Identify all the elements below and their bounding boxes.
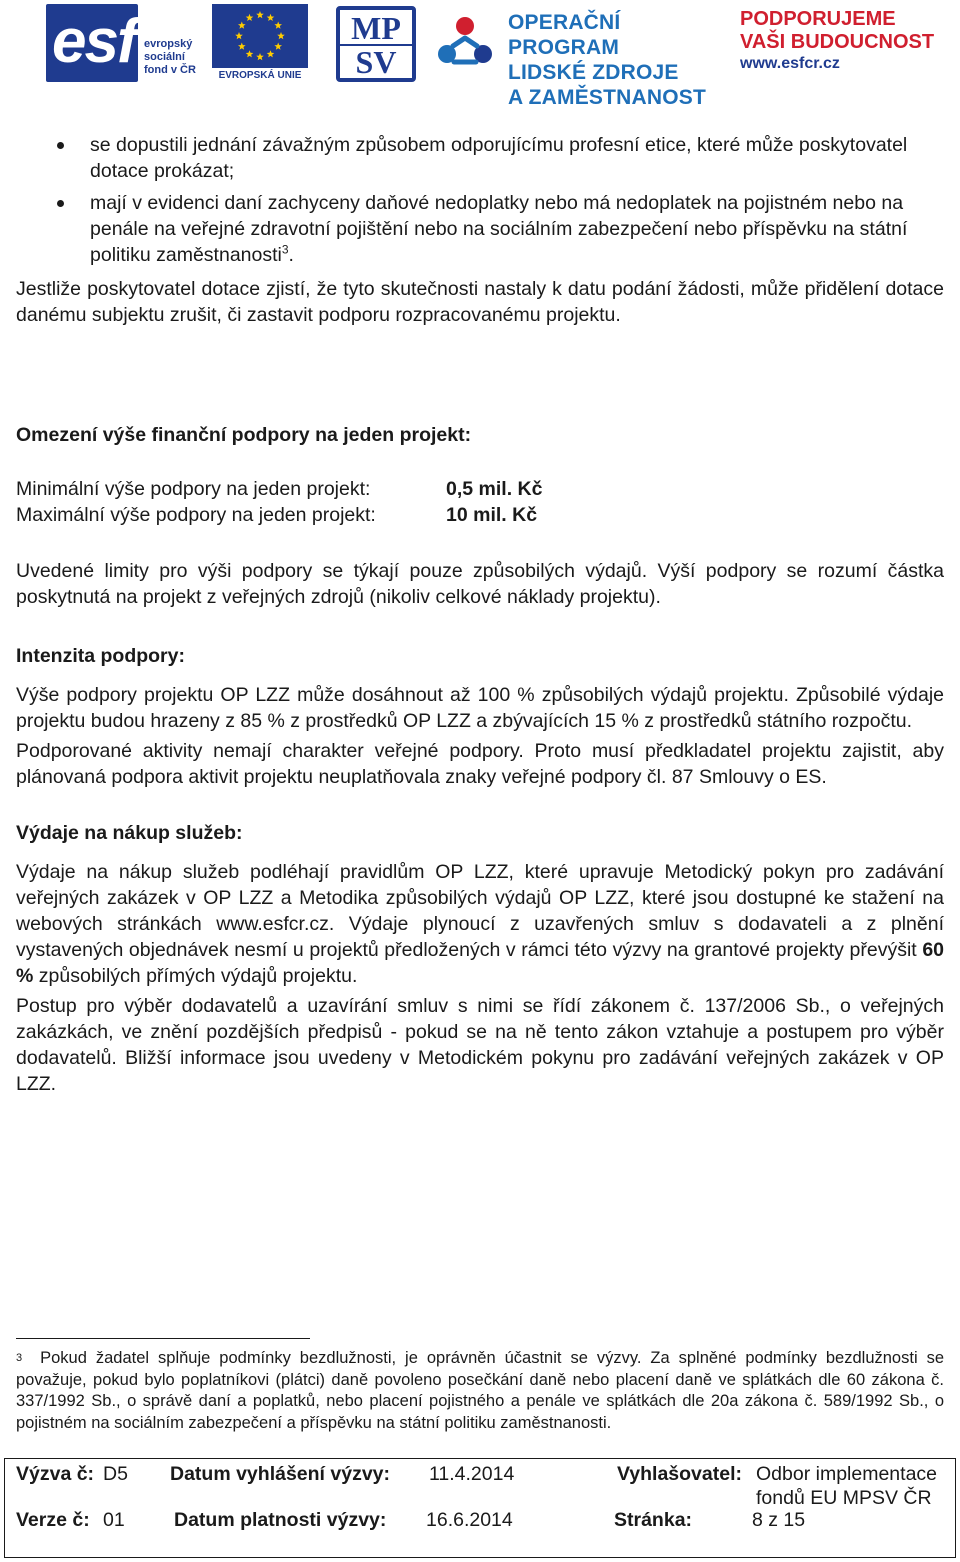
paragraph-vydaje-bold: 60 % (16, 939, 945, 987)
announcer-value-2: fondů EU MPSV ČR (756, 1487, 932, 1509)
announcer-value: Odbor implementace (756, 1463, 938, 1485)
eu-caption: EVROPSKÁ UNIE (218, 70, 302, 81)
page-header (0, 0, 960, 109)
esf-mark: esf (52, 7, 136, 76)
op-lzz-line: LIDSKÉ ZDROJE (508, 61, 679, 84)
announcement-date-label: Datum vyhlášení výzvy: (170, 1463, 391, 1485)
esf-logo (46, 4, 210, 84)
min-support-row (16, 476, 944, 502)
slogan-logo (740, 8, 940, 88)
heading-vydaje: Výdaje na nákup služeb: (16, 822, 243, 844)
paragraph-vydaje (16, 859, 944, 989)
list-item-text: se dopustili jednání závažným způsobem odporujícímu profesní etice, které může poskytovatel dotace prokázat; (90, 134, 908, 182)
esf-mark-box (46, 4, 138, 82)
max-support-row (16, 502, 944, 528)
esf-text-line: fond v ČR (144, 64, 196, 76)
paragraph-postup: Postup pro výběr dodavatelů a uzavírání smluv s nimi se řídí zákonem č. 137/2006 Sb., o veřejných zakázkách, ve znění pozdějších předpisů - pokud se na ně tento zákon vztahuje a postupem pro výběr dodavatelů. Bližší informace jsou uvedeny v Metodickém pokynu pro zadávání veřejných zakázek v OP LZZ. (16, 995, 944, 1095)
mpsv-logo-bottom: SV (340, 44, 412, 78)
mpsv-logo (336, 6, 416, 82)
bullet-icon (57, 200, 64, 207)
list-item (16, 190, 944, 268)
esf-text-line: evropský (144, 38, 193, 50)
announcer-label: Vyhlašovatel: (617, 1463, 742, 1485)
slogan-url: www.esfcr.cz (740, 55, 840, 72)
max-support-label: Maximální výše podpory na jeden projekt: (16, 504, 376, 526)
op-lzz-text (508, 10, 724, 110)
validity-date-value: 16.6.2014 (426, 1509, 513, 1531)
validity-date-label: Datum platnosti výzvy: (174, 1509, 387, 1531)
page-label: Stránka: (614, 1509, 693, 1531)
min-support-value: 0,5 mil. Kč (446, 478, 543, 500)
footnote-number: 3 (16, 1352, 23, 1364)
list-item-text: mají v evidenci daní zachyceny daňové nedoplatky nebo má nedoplatek na pojistném nebo na penále na veřejné zdravotní pojištění nebo na sociálním zabezpečení nebo příspěvku na státní politiku zaměstnanosti (90, 192, 908, 266)
mpsv-logo-top: MP (351, 10, 401, 46)
esf-text-line: sociální (144, 51, 185, 63)
list-item-end: . (288, 244, 294, 266)
footnote-separator (16, 1338, 310, 1339)
op-lzz-line: A ZAMĚSTNANOST (508, 86, 707, 109)
footnote-ref[interactable]: 3 (281, 242, 289, 257)
paragraph-vydaje-text-end: způsobilých přímých výdajů projektu. (38, 965, 358, 987)
max-support-value: 10 mil. Kč (446, 504, 538, 526)
heading-intenzita: Intenzita podpory: (16, 645, 185, 667)
support-limits (16, 476, 944, 528)
call-number-value: D5 (103, 1463, 128, 1485)
document-body (16, 132, 944, 1097)
paragraph-vydaje-text: Výdaje na nákup služeb podléhají pravidlům OP LZZ, které upravuje Metodický pokyn pro zadávání veřejných zakázek v OP LZZ a Metodika způsobilých výdajů OP LZZ, které jsou dostupné ke stažení na webových stránkách www.esfcr.cz. Výdaje plynoucí z uzavřených smluv s dodavateli a z plnění vystavených objednávek nesmí u projektů předložených v rámci této výzvy na grantové projekty převýšit (16, 861, 944, 961)
page-value: 8 z 15 (752, 1509, 806, 1531)
slogan-line: PODPORUJEME (740, 8, 896, 30)
esf-text (144, 38, 196, 77)
paragraph-vyse: Výše podpory projektu OP LZZ může dosáhnout až 100 % způsobilých výdajů projektu. Způsobilé výdaje projektu budou hrazeny z 85 % z prostředků OP LZZ a zbývajících 15 % z prostředků státního rozpočtu. (16, 684, 944, 732)
version-value: 01 (103, 1509, 125, 1531)
call-number-label: Výzva č: (16, 1463, 95, 1485)
paragraph-limity: Uvedené limity pro výši podpory se týkají pouze způsobilých výdajů. Výší podpory se rozumí částka poskytnutá na projekt z veřejných zdrojů (nikoliv celkové náklady projektu). (16, 560, 944, 608)
op-lzz-line: OPERAČNÍ PROGRAM (508, 11, 621, 59)
eu-flag-icon (212, 4, 308, 68)
eu-logo (212, 4, 308, 82)
op-lzz-symbol-icon (434, 14, 496, 76)
slogan-line: VAŠI BUDOUCNOST (740, 31, 935, 53)
paragraph-aktivity: Podporované aktivity nemají charakter veřejné podpory. Proto musí předkladatel projektu zajistit, aby plánovaná podpora aktivit projektu neuplatňovala znaky veřejné podpory čl. 87 Smlouvy o ES. (16, 740, 944, 788)
footnote (16, 1348, 944, 1434)
op-lzz-logo (434, 6, 724, 109)
announcement-date-value: 11.4.2014 (429, 1463, 515, 1485)
page-footer (4, 1458, 956, 1558)
footnote-text: Pokud žadatel splňuje podmínky bezdlužnosti, je oprávněn účastnit se výzvy. Za splněné podmínky bezdlužnosti se považuje, pokud bylo poplatníkovi (plátci) daně povoleno posečkání daně nebo placení daně ve splátkách dle 60 zákona č. 337/1992 Sb., o správě daní a poplatků, nebo placení pojistného a penále ve splátkách dle 20a zákona č. 589/1992 Sb., o pojistném na sociálním zabezpečení a příspěvku na státní politiku zaměstnanosti. (16, 1349, 944, 1432)
version-label: Verze č: (16, 1509, 90, 1531)
paragraph-jestlize: Jestliže poskytovatel dotace zjistí, že tyto skutečnosti nastaly k datu podání žádosti, může přidělení dotace danému subjektu zrušit, či zastavit podporu rozpracovanému projektu. (16, 278, 944, 326)
exclusion-list (16, 132, 944, 268)
bullet-icon (57, 142, 64, 149)
list-item (16, 132, 944, 184)
min-support-label: Minimální výše podpory na jeden projekt: (16, 478, 371, 500)
heading-omezeni: Omezení výše finanční podpory na jeden projekt: (16, 424, 472, 446)
